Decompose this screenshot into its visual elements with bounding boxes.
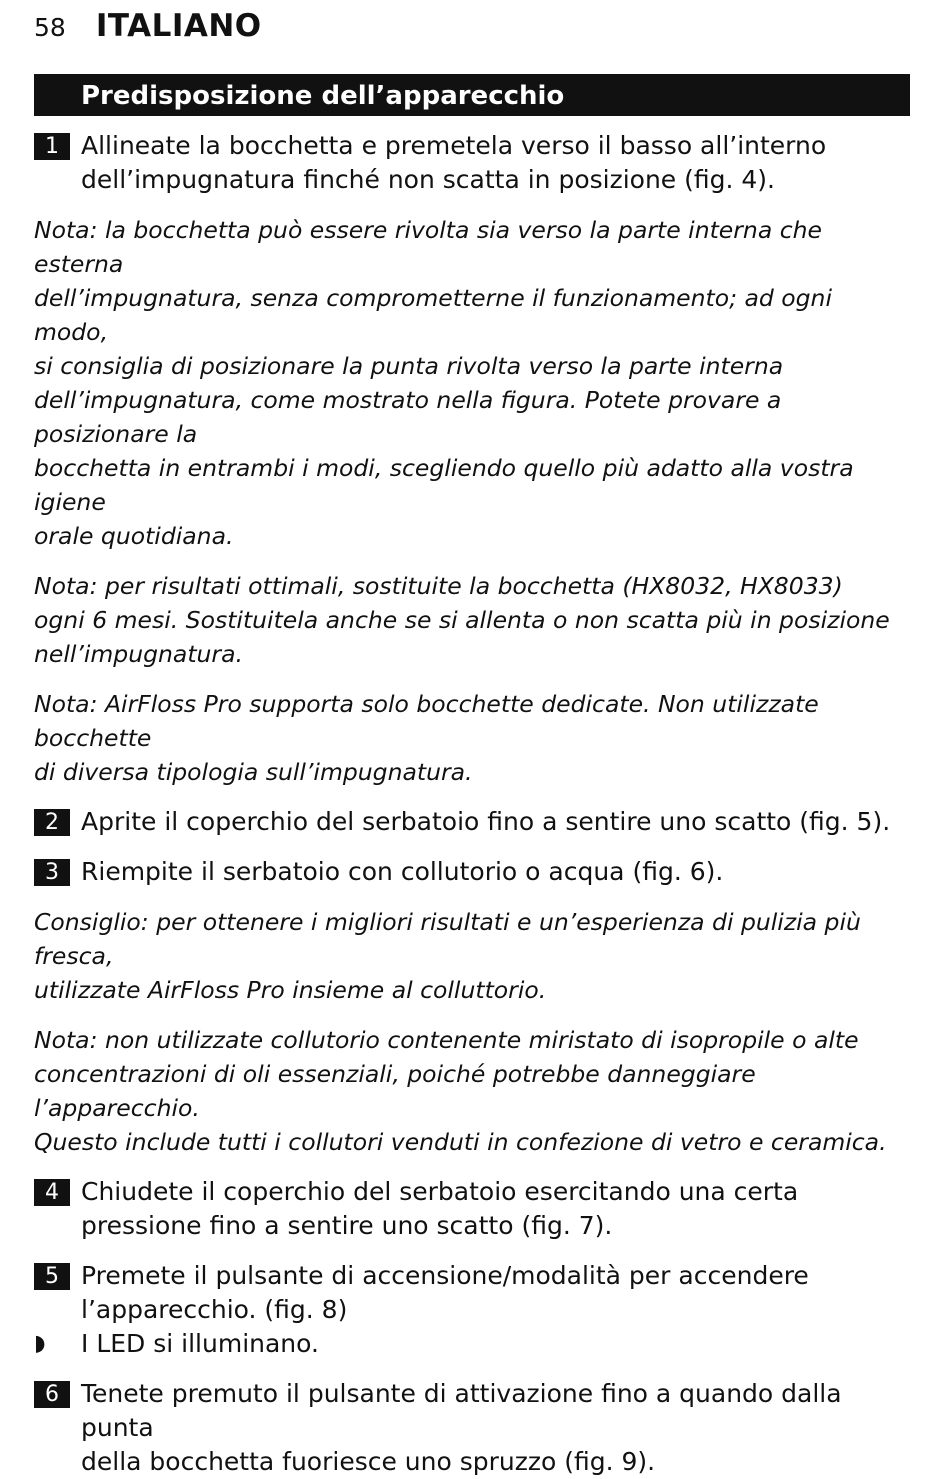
step-number: 5 (34, 1263, 70, 1290)
step-text-line: dell’impugnatura finché non scatta in posizione (fig. 4). (81, 165, 776, 194)
note-line: nell’impugnatura. (34, 640, 243, 668)
step-1 (34, 129, 910, 197)
note-line: Questo include tutti i collutori venduti in confezione di vetro e ceramica. (34, 1128, 887, 1156)
result-marker-icon: ◗ (34, 1331, 46, 1356)
step-number: 4 (34, 1179, 70, 1206)
note-nozzle-orientation (34, 213, 910, 553)
step-number: 6 (34, 1381, 70, 1408)
step-text-line: pressione fino a sentire uno scatto (fig. 7). (81, 1211, 613, 1240)
note-line: Consiglio: per ottenere i migliori risultati e un’esperienza di pulizia più fresca, (34, 908, 861, 970)
section-title: Predisposizione dell’apparecchio (34, 74, 910, 116)
note-line: orale quotidiana. (34, 522, 234, 550)
step-3 (34, 855, 910, 889)
note-line: ogni 6 mesi. Sostituitela anche se si allenta o non scatta più in posizione (34, 606, 890, 634)
step-5-result (34, 1327, 910, 1361)
step-2 (34, 805, 910, 839)
note-line: si consiglia di posizionare la punta rivolta verso la parte interna (34, 352, 784, 380)
page-header (34, 8, 262, 44)
step-number: 3 (34, 859, 70, 886)
note-line: Nota: per risultati ottimali, sostituite la bocchetta (HX8032, HX8033) (34, 572, 843, 600)
note-line: dell’impugnatura, senza comprometterne il funzionamento; ad ogni modo, (34, 284, 832, 346)
instructions (34, 129, 910, 1479)
step-text-line: Premete il pulsante di accensione/modalità per accendere (81, 1261, 809, 1290)
step-6 (34, 1377, 910, 1479)
result-text: I LED si illuminano. (81, 1329, 319, 1358)
step-text-line: della bocchetta fuoriesce uno spruzzo (fig. 9). (81, 1447, 656, 1476)
language-title: ITALIANO (95, 8, 262, 44)
step-text-line: Chiudete il coperchio del serbatoio esercitando una certa (81, 1177, 799, 1206)
note-dedicated-nozzles (34, 687, 910, 789)
note-line: bocchetta in entrambi i modi, scegliendo quello più adatto alla vostra igiene (34, 454, 854, 516)
note-line: di diversa tipologia sull’impugnatura. (34, 758, 473, 786)
note-mouthwash-warning (34, 1023, 910, 1159)
tip-mouthwash (34, 905, 910, 1007)
note-line: utilizzate AirFloss Pro insieme al colluttorio. (34, 976, 547, 1004)
step-text-line: Aprite il coperchio del serbatoio fino a sentire uno scatto (fig. 5). (81, 807, 891, 836)
step-4 (34, 1175, 910, 1243)
note-line: Nota: la bocchetta può essere rivolta sia verso la parte interna che esterna (34, 216, 822, 278)
note-line: Nota: non utilizzate collutorio contenente miristato di isopropile o alte (34, 1026, 859, 1054)
step-5 (34, 1259, 910, 1327)
page-number: 58 (34, 13, 66, 42)
note-replacement (34, 569, 910, 671)
step-text-line: l’apparecchio. (fig. 8) (81, 1295, 348, 1324)
step-number: 2 (34, 809, 70, 836)
note-line: Nota: AirFloss Pro supporta solo bocchette dedicate. Non utilizzate bocchette (34, 690, 819, 752)
note-line: concentrazioni di oli essenziali, poiché potrebbe danneggiare l’apparecchio. (34, 1060, 756, 1122)
step-number: 1 (34, 133, 70, 160)
step-text-line: Allineate la bocchetta e premetela verso il basso all’interno (81, 131, 827, 160)
step-text-line: Riempite il serbatoio con collutorio o acqua (fig. 6). (81, 857, 724, 886)
step-text-line: Tenete premuto il pulsante di attivazione fino a quando dalla punta (81, 1379, 842, 1442)
note-line: dell’impugnatura, come mostrato nella figura. Potete provare a posizionare la (34, 386, 782, 448)
